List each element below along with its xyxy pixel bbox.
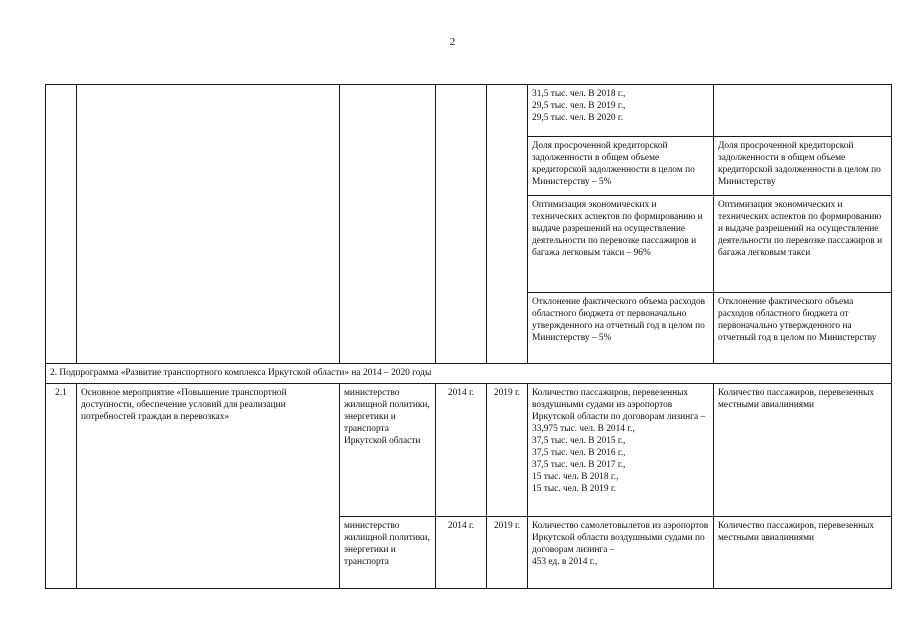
indicator-line: 37,5 тыс. чел. В 2016 г., — [532, 448, 626, 458]
indicator-line: 31,5 тыс. чел. В 2018 г., — [532, 89, 626, 99]
cell-result — [714, 85, 892, 137]
cell-start: 2014 г. — [436, 517, 487, 589]
cell-indicator — [528, 384, 714, 517]
indicator-line: 29,5 тыс. чел. В 2019 г., — [532, 101, 626, 111]
cell-name — [77, 85, 340, 364]
cell-start: 2014 г. — [436, 384, 487, 517]
cell-end — [487, 85, 528, 364]
indicator-line: 37,5 тыс. чел. В 2017 г., — [532, 460, 626, 470]
cell-result: Отклонение фактического объема расходов областного бюджета от первоначально утвержденного на отчетный год в целом по Министерству — [714, 293, 892, 364]
cell-indicator: Оптимизация экономических и технических аспектов по формированию и выдаче разрешений на осуществление деятельности по перевозке пассажиров и багажа легковым такси – 96% — [528, 196, 714, 293]
cell-start — [436, 85, 487, 364]
indicator-line: 33,975 тыс. чел. В 2014 г., — [532, 424, 635, 434]
cell-indicator — [528, 517, 714, 589]
cell-result: Количество пассажиров, перевезенных местными авиалиниями — [714, 517, 892, 589]
page-number: 2 — [449, 36, 456, 48]
cell-result: Количество пассажиров, перевезенных местными авиалиниями — [714, 384, 892, 517]
item-number: 2.1 — [46, 384, 77, 589]
cell-indicator: Доля просроченной кредиторской задолженности в общем объеме кредиторской задолженности в целом по Министерству – 5% — [528, 137, 714, 196]
indicator-line: 453 ед. в 2014 г., — [532, 557, 598, 567]
indicator-line: Количество самолетовылетов из аэропортов Иркутской области воздушными судами по договорам лизинга – — [532, 521, 709, 555]
cell-result: Оптимизация экономических и технических аспектов по формированию и выдаче разрешений на осуществление деятельности по перевозке пассажиров и багажа легковым такси — [714, 196, 892, 293]
indicator-line: 15 тыс. чел. В 2019 г. — [532, 484, 617, 494]
subprogram-header: 2. Подпрограмма «Развитие транспортного комплекса Иркутской области» на 2014 – 2020 годы — [46, 364, 892, 384]
indicator-line: Количество пассажиров, перевезенных воздушными судами из аэропортов Иркутской области по договорам лизинга – — [532, 388, 706, 422]
program-table — [45, 84, 892, 589]
cell-end: 2019 г. — [487, 384, 528, 517]
cell-end: 2019 г. — [487, 517, 528, 589]
cell-executor: министерство жилищной политики, энергетики и транспорта Иркутской области — [340, 384, 436, 517]
cell-number — [46, 85, 77, 364]
table-row — [46, 384, 892, 517]
cell-executor — [340, 85, 436, 364]
indicator-line: 15 тыс. чел. В 2018 г., — [532, 472, 619, 482]
table-row — [46, 85, 892, 137]
item-name: Основное мероприятие «Повышение транспортной доступности, обеспечение условий для реализации потребностей граждан в перевозках» — [77, 384, 340, 589]
cell-indicator — [528, 85, 714, 137]
cell-executor: министерство жилищной политики, энергетики и транспорта — [340, 517, 436, 589]
indicator-line: 37,5 тыс. чел. В 2015 г., — [532, 436, 626, 446]
subprogram-row — [46, 364, 892, 384]
cell-result: Доля просроченной кредиторской задолженности в общем объеме кредиторской задолженности в целом по Министерству — [714, 137, 892, 196]
cell-indicator: Отклонение фактического объема расходов областного бюджета от первоначально утвержденного на отчетный год в целом по Министерству – 5% — [528, 293, 714, 364]
indicator-line: 29,5 тыс. чел. В 2020 г. — [532, 113, 624, 123]
